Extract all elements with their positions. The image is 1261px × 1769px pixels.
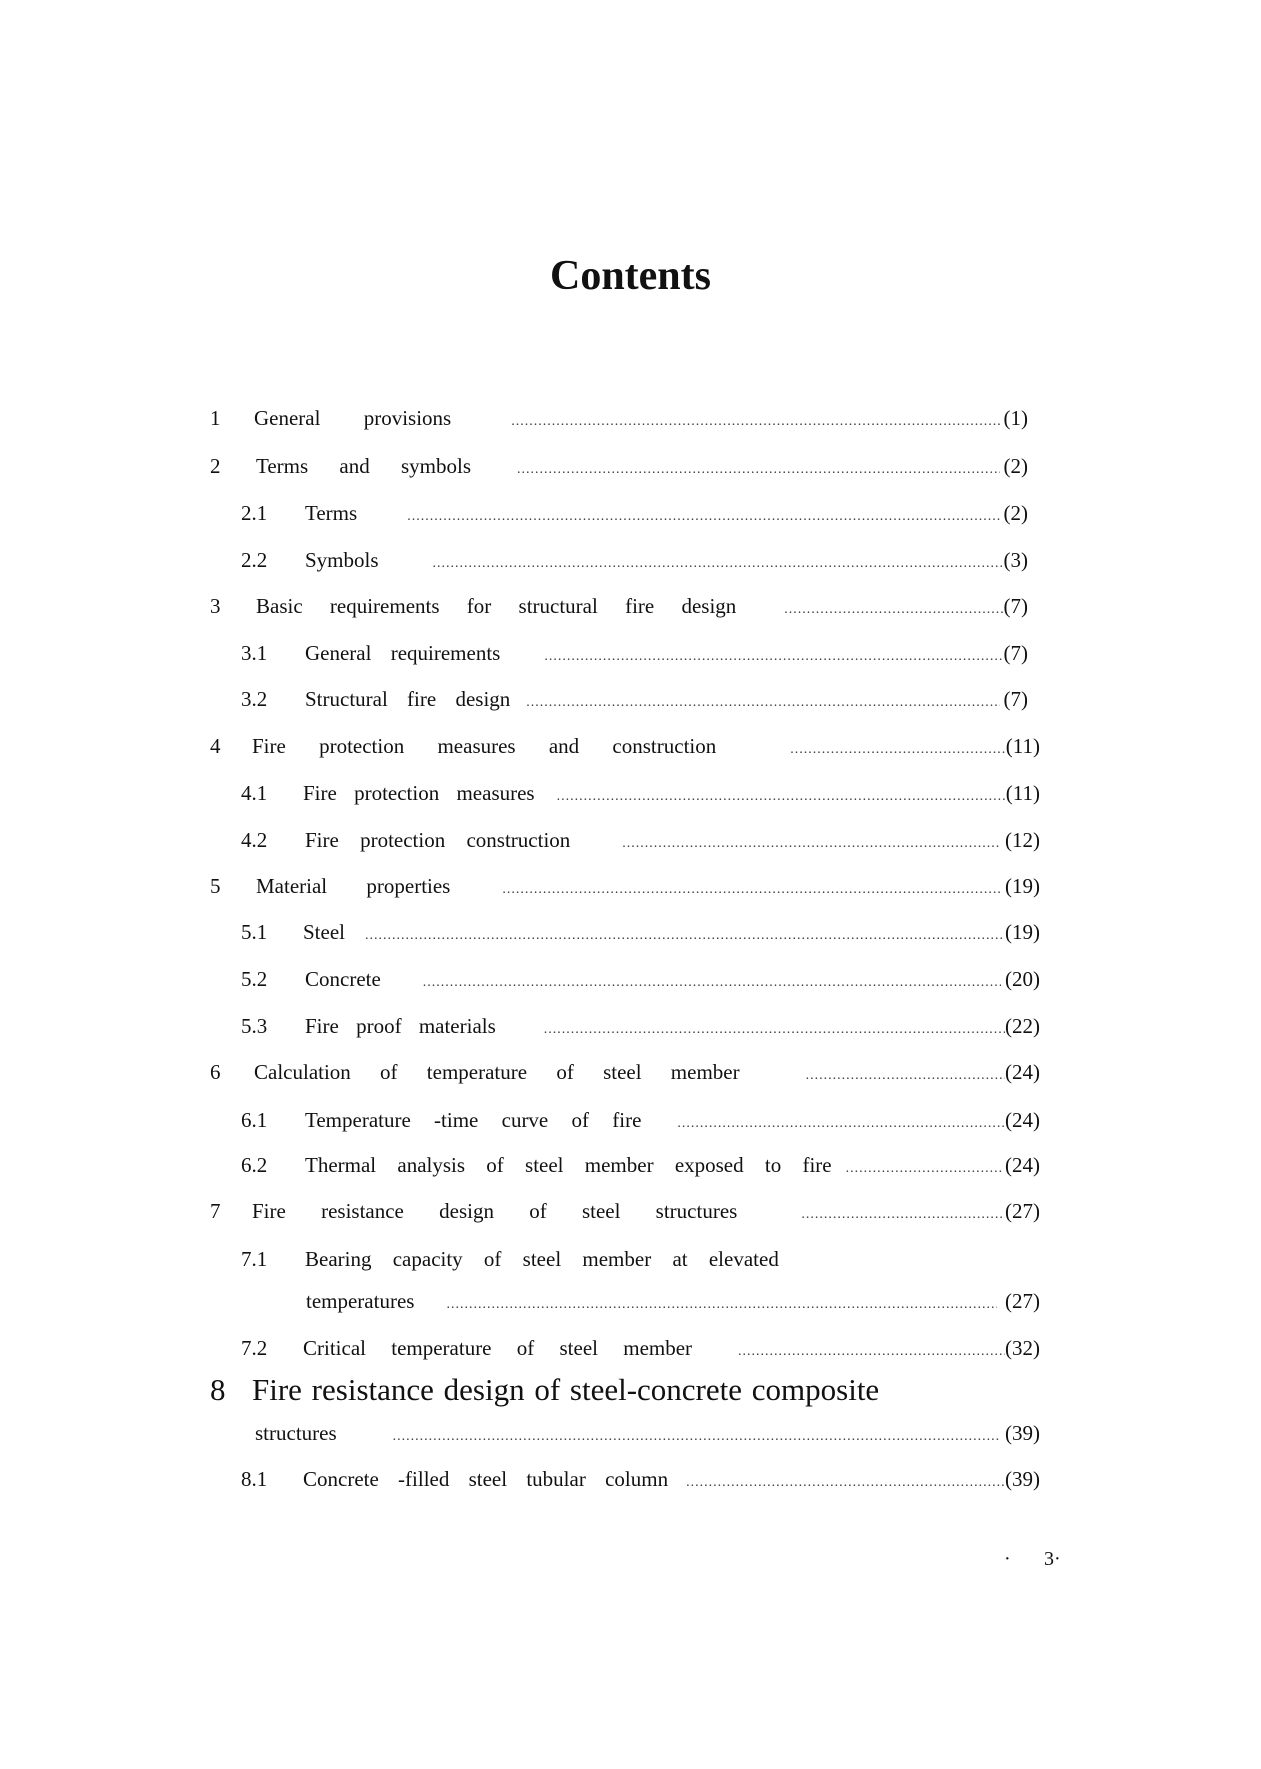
dot-leader (433, 549, 1004, 579)
toc-page-number: (24) (1005, 1060, 1040, 1084)
toc-number: 7.2 (241, 1336, 268, 1360)
toc-title: Terms and symbols (256, 454, 472, 478)
toc-title: structures (255, 1421, 337, 1445)
toc-page-number: (24) (1005, 1153, 1040, 1177)
toc-title: Terms (305, 501, 358, 525)
dot-leader (557, 782, 1006, 812)
toc-number: 5.3 (241, 1014, 268, 1038)
toc-entry[interactable] (241, 825, 1040, 855)
toc-title: temperatures (306, 1289, 415, 1313)
toc-page-number: (12) (1005, 828, 1040, 852)
toc-entry[interactable] (241, 1464, 1040, 1494)
dot-leader (622, 829, 1001, 859)
toc-page-number: (7) (1003, 687, 1028, 711)
toc-page-number: (2) (1003, 501, 1028, 525)
toc-page-number: (39) (1005, 1467, 1040, 1491)
toc-page-number: (11) (1005, 781, 1040, 805)
toc-entry[interactable] (241, 1244, 1040, 1274)
dot-leader (686, 1468, 1005, 1498)
toc-page-number: (11) (1005, 734, 1040, 758)
dot-leader (806, 1061, 1005, 1091)
toc-number: 2.2 (241, 548, 268, 572)
dot-leader (517, 455, 999, 485)
toc-entry[interactable] (241, 1150, 1040, 1180)
toc-page-number: (2) (1003, 454, 1028, 478)
toc-page-number: (24) (1005, 1108, 1040, 1132)
toc-number: 6 (210, 1060, 221, 1084)
toc-title: Fire resistance design of steel-concrete composite (252, 1372, 880, 1407)
toc-entry[interactable] (241, 1105, 1040, 1135)
toc-number: 1 (210, 406, 221, 430)
toc-page-number: (19) (1005, 920, 1040, 944)
toc-title: Temperature -time curve of fire (305, 1108, 642, 1132)
dot-leader (801, 1200, 1005, 1230)
toc-page-number: (3) (1003, 548, 1028, 572)
dot-leader (544, 1015, 1005, 1045)
toc-number: 8.1 (241, 1467, 268, 1491)
toc-title: Concrete -filled steel tubular column (303, 1467, 669, 1491)
toc-number: 2 (210, 454, 221, 478)
dot-leader (393, 1422, 999, 1452)
dot-leader (526, 688, 999, 718)
folio-dot: · (1004, 1548, 1011, 1570)
toc-title: Bearing capacity of steel member at elevated (305, 1247, 779, 1271)
toc-title: Concrete (305, 967, 381, 991)
toc-number: 3.1 (241, 641, 268, 665)
dot-leader (446, 1290, 997, 1320)
toc-entry[interactable] (306, 1286, 1040, 1316)
dot-leader (423, 968, 1001, 998)
dot-leader (738, 1337, 1005, 1367)
toc-number: 7.1 (241, 1247, 268, 1271)
toc-entry[interactable] (210, 731, 1040, 761)
toc-entry[interactable] (241, 778, 1040, 808)
toc-page-number: (20) (1005, 967, 1040, 991)
toc-page-number: (39) (1005, 1421, 1040, 1445)
toc-number: 5.1 (241, 920, 268, 944)
toc-number: 5 (210, 874, 221, 898)
toc-title: Steel (303, 920, 345, 944)
toc-page-number: (27) (1005, 1289, 1040, 1313)
toc-page-number: (7) (1003, 594, 1028, 618)
toc-number: 6.1 (241, 1108, 268, 1132)
toc-number: 4 (210, 734, 221, 758)
toc-title: General requirements (305, 641, 501, 665)
dot-leader (677, 1109, 1005, 1139)
toc-entry[interactable] (241, 917, 1040, 947)
toc-title: Fire protection measures and construction (252, 734, 717, 758)
dot-leader (365, 921, 1005, 951)
toc-title: Symbols (305, 548, 379, 572)
toc-entry[interactable] (241, 498, 1028, 528)
toc-title: Structural fire design (305, 687, 511, 711)
toc-page-number: (19) (1005, 874, 1040, 898)
toc-title: Fire resistance design of steel structures (252, 1199, 738, 1223)
toc-entry[interactable] (241, 684, 1028, 714)
toc-title: Thermal analysis of steel member exposed to fire (305, 1153, 832, 1177)
dot-leader (544, 642, 1003, 672)
toc-entry[interactable] (210, 403, 1028, 433)
dot-leader (407, 502, 999, 532)
toc-number: 5.2 (241, 967, 268, 991)
toc-page-number: (22) (1005, 1014, 1040, 1038)
toc-entry[interactable] (241, 545, 1028, 575)
toc-number: 3.2 (241, 687, 268, 711)
toc-title: Fire protection measures (303, 781, 535, 805)
toc-title: Fire protection construction (305, 828, 571, 852)
toc-entry[interactable] (210, 871, 1040, 901)
toc-entry[interactable] (241, 638, 1028, 668)
toc-title: Fire proof materials (305, 1014, 496, 1038)
toc-number: 6.2 (241, 1153, 268, 1177)
dot-leader (502, 875, 1001, 905)
toc-entry[interactable] (241, 1011, 1040, 1041)
toc-page-number: (27) (1005, 1199, 1040, 1223)
toc-title: Basic requirements for structural fire design (256, 594, 737, 618)
dot-leader (790, 735, 1006, 765)
toc-entry[interactable] (241, 964, 1040, 994)
toc-number: 2.1 (241, 501, 268, 525)
toc-page-number: (1) (1003, 406, 1028, 430)
toc-number: 8 (210, 1372, 226, 1407)
toc-number: 4.1 (241, 781, 268, 805)
page-title: Contents (549, 253, 711, 299)
dot-leader (511, 407, 999, 437)
toc-entry[interactable] (255, 1418, 1040, 1448)
dot-leader (846, 1154, 1003, 1184)
toc-title: Material properties (256, 874, 451, 898)
toc-title: General provisions (254, 406, 452, 430)
toc-title: Calculation of temperature of steel member (254, 1060, 740, 1084)
toc-title: Critical temperature of steel member (303, 1336, 693, 1360)
toc-entry[interactable] (210, 1196, 1040, 1226)
toc-entry[interactable] (241, 1333, 1040, 1363)
dot-leader (784, 595, 1003, 625)
toc-page-number: (7) (1003, 641, 1028, 665)
toc-number: 7 (210, 1199, 221, 1223)
toc-number: 3 (210, 594, 221, 618)
toc-page-number: (32) (1005, 1336, 1040, 1360)
folio-page-number: 3· (1044, 1548, 1061, 1570)
toc-entry[interactable] (210, 1370, 1040, 1410)
toc-entry[interactable] (210, 1057, 1040, 1087)
toc-entry[interactable] (210, 591, 1028, 621)
page-folio (1004, 1546, 1061, 1572)
toc-entry[interactable] (210, 451, 1028, 481)
toc-number: 4.2 (241, 828, 268, 852)
